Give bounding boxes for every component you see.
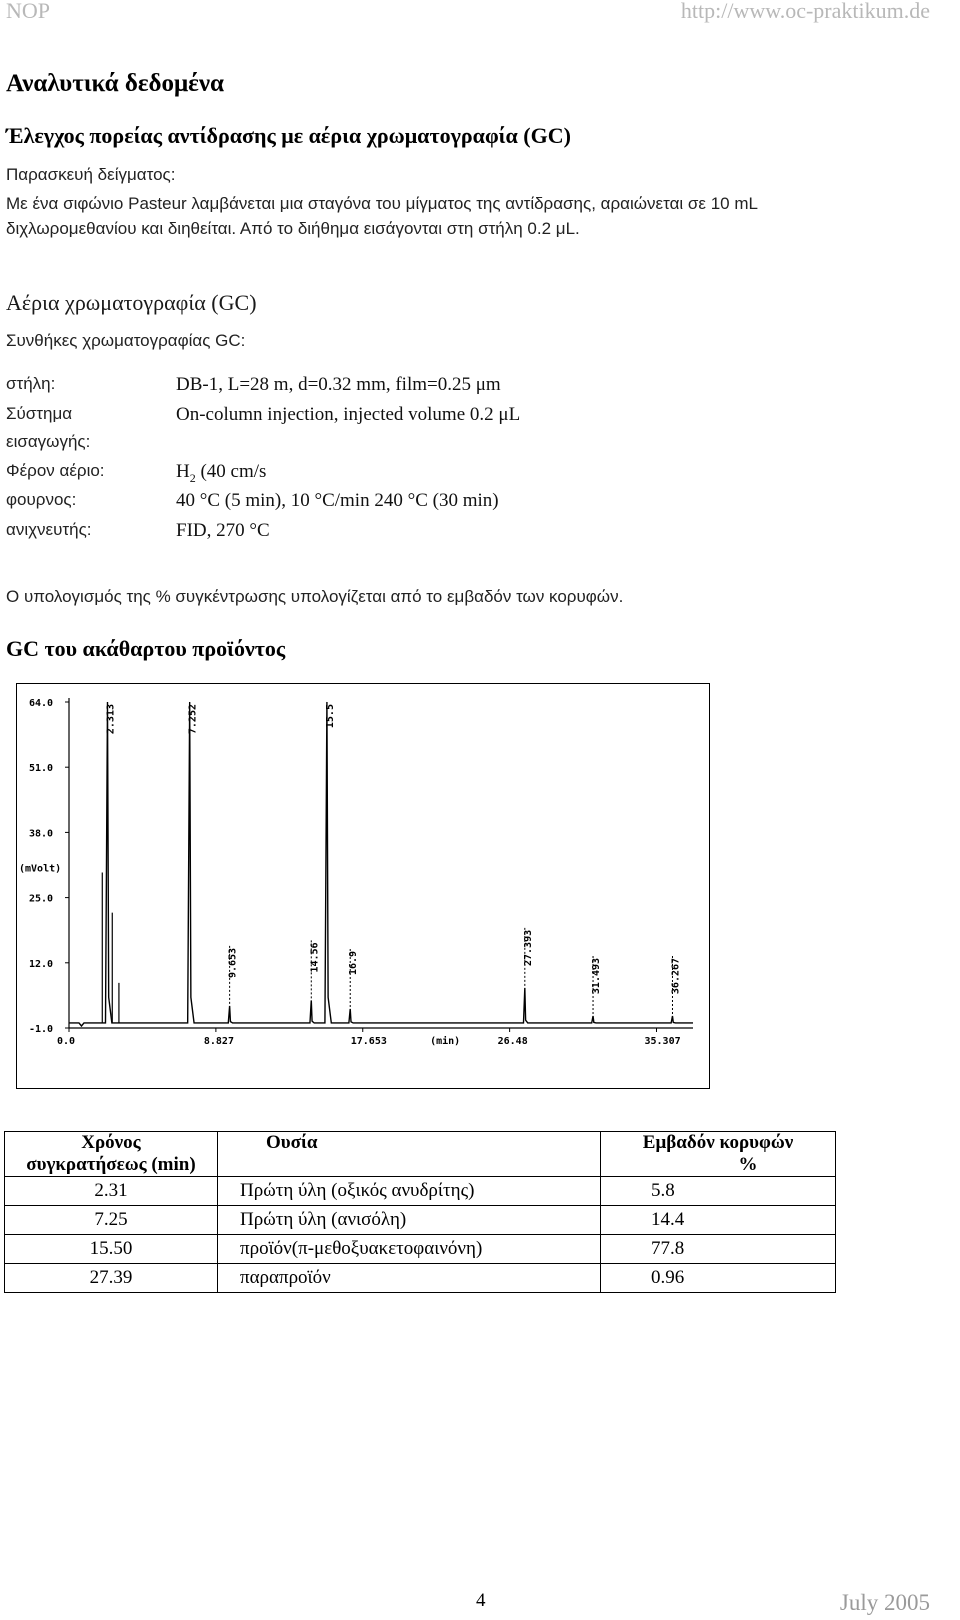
table-row	[5, 1177, 836, 1206]
x-tick-label: 0.0	[57, 1036, 76, 1047]
peak-label: 31.493	[591, 957, 603, 995]
condition-label-carrier: Φέρον αέριο:	[6, 461, 105, 480]
prep-line-1: Με ένα σιφώνιο Pasteur λαμβάνεται μια σταγόνα του μίγματος της αντίδρασης, αραιώνεται σε 10 mL	[6, 194, 758, 213]
peak-label: 2.313	[105, 704, 117, 735]
cell-rt: 2.31	[5, 1177, 218, 1206]
peak-label: 9.653	[227, 947, 239, 979]
condition-label-injection: Σύστημα	[6, 404, 73, 423]
cell-area: 14.4	[601, 1206, 836, 1235]
y-tick-label: 12.0	[29, 958, 54, 970]
chromatogram-svg	[17, 684, 711, 1090]
x-tick-label: 26.48	[497, 1036, 528, 1047]
peak-label: 14.56	[309, 942, 321, 973]
calc-note: Ο υπολογισμός της % συγκέντρωσης υπολογίζεται από το εμβαδόν των κορυφών.	[6, 587, 624, 606]
condition-label-injection-2: εισαγωγής:	[6, 432, 91, 451]
cell-substance: προϊόν(π-μεθοξυακετοφαινόνη)	[218, 1235, 601, 1264]
cell-substance: Πρώτη ύλη (ανισόλη)	[218, 1206, 601, 1235]
y-tick-label: -1.0	[29, 1024, 54, 1035]
x-tick-label: 17.653	[350, 1036, 387, 1047]
y-tick-label: 51.0	[29, 763, 54, 775]
prep-line-2: διχλωρομεθανίου και διηθείται. Από το διήθημα εισάγονται στη στήλη 0.2 μL.	[6, 219, 580, 238]
x-axis-label: (min)	[430, 1036, 461, 1047]
table-header-row	[5, 1132, 836, 1177]
condition-value-carrier: $H_2$ (40 cm/s	[176, 461, 267, 485]
header-retention-time: Χρόνος συγκρατήσεως (min)	[5, 1132, 218, 1177]
cell-rt: 7.25	[5, 1206, 218, 1235]
crude-title: GC του ακάθαρτου προϊόντος	[6, 636, 286, 661]
y-tick-label: 64.0	[29, 698, 54, 709]
table-row	[5, 1235, 836, 1264]
cell-substance: παραπροϊόν	[218, 1264, 601, 1293]
peak-label: 16.9	[348, 950, 360, 976]
cell-rt: 27.39	[5, 1264, 218, 1293]
peak-label: 36.267	[670, 957, 682, 995]
section-title: Αναλυτικά δεδομένα	[6, 70, 224, 97]
prep-label: Παρασκευή δείγματος:	[6, 165, 176, 184]
conditions-label: Συνθήκες χρωματογραφίας GC:	[6, 331, 246, 350]
cell-substance: Πρώτη ύλη (οξικός ανυδρίτης)	[218, 1177, 601, 1206]
condition-value-oven: 40 °C (5 min), 10 °C/min 240 °C (30 min)	[176, 490, 499, 511]
peak-label: 15.5	[324, 704, 336, 729]
x-tick-label: 8.827	[203, 1036, 234, 1047]
condition-label-oven: φουρνος:	[6, 490, 77, 509]
header-left-label: NOP	[6, 0, 51, 23]
cell-area: 0.96	[601, 1264, 836, 1293]
header-substance: Ουσία	[218, 1132, 601, 1177]
gc-chromatogram	[16, 683, 710, 1089]
peak-label: 27.393	[522, 929, 534, 967]
gc-section-title: Αέρια χρωματογραφία (GC)	[6, 290, 257, 315]
table-row	[5, 1264, 836, 1293]
condition-value-column: DB-1, L=28 m, d=0.32 mm, film=0.25 μm	[176, 374, 501, 395]
x-tick-label: 35.307	[644, 1036, 681, 1047]
y-tick-label: 25.0	[29, 893, 54, 905]
gc-control-title: Έλεγχος πορείας αντίδρασης με αέρια χρωματογραφία (GC)	[6, 123, 571, 148]
condition-value-detector: FID, 270 °C	[176, 520, 270, 541]
header-url[interactable]: http://www.oc-praktikum.de	[680, 0, 930, 23]
page-number: 4	[476, 1590, 486, 1611]
cell-area: 77.8	[601, 1235, 836, 1264]
results-table	[4, 1131, 836, 1293]
y-tick-label: 38.0	[29, 828, 54, 840]
peak-label: 7.252	[187, 704, 199, 735]
condition-label-detector: ανιχνευτής:	[6, 520, 92, 539]
condition-label-column: στήλη:	[6, 374, 56, 393]
footer-date: July 2005	[839, 1590, 930, 1615]
table-row	[5, 1206, 836, 1235]
cell-rt: 15.50	[5, 1235, 218, 1264]
cell-area: 5.8	[601, 1177, 836, 1206]
header-peak-area: Εμβαδόν κορυφών %	[601, 1132, 836, 1177]
y-axis-label: (mVolt)	[19, 863, 62, 875]
condition-value-injection: On-column injection, injected volume 0.2 μL	[176, 404, 521, 425]
